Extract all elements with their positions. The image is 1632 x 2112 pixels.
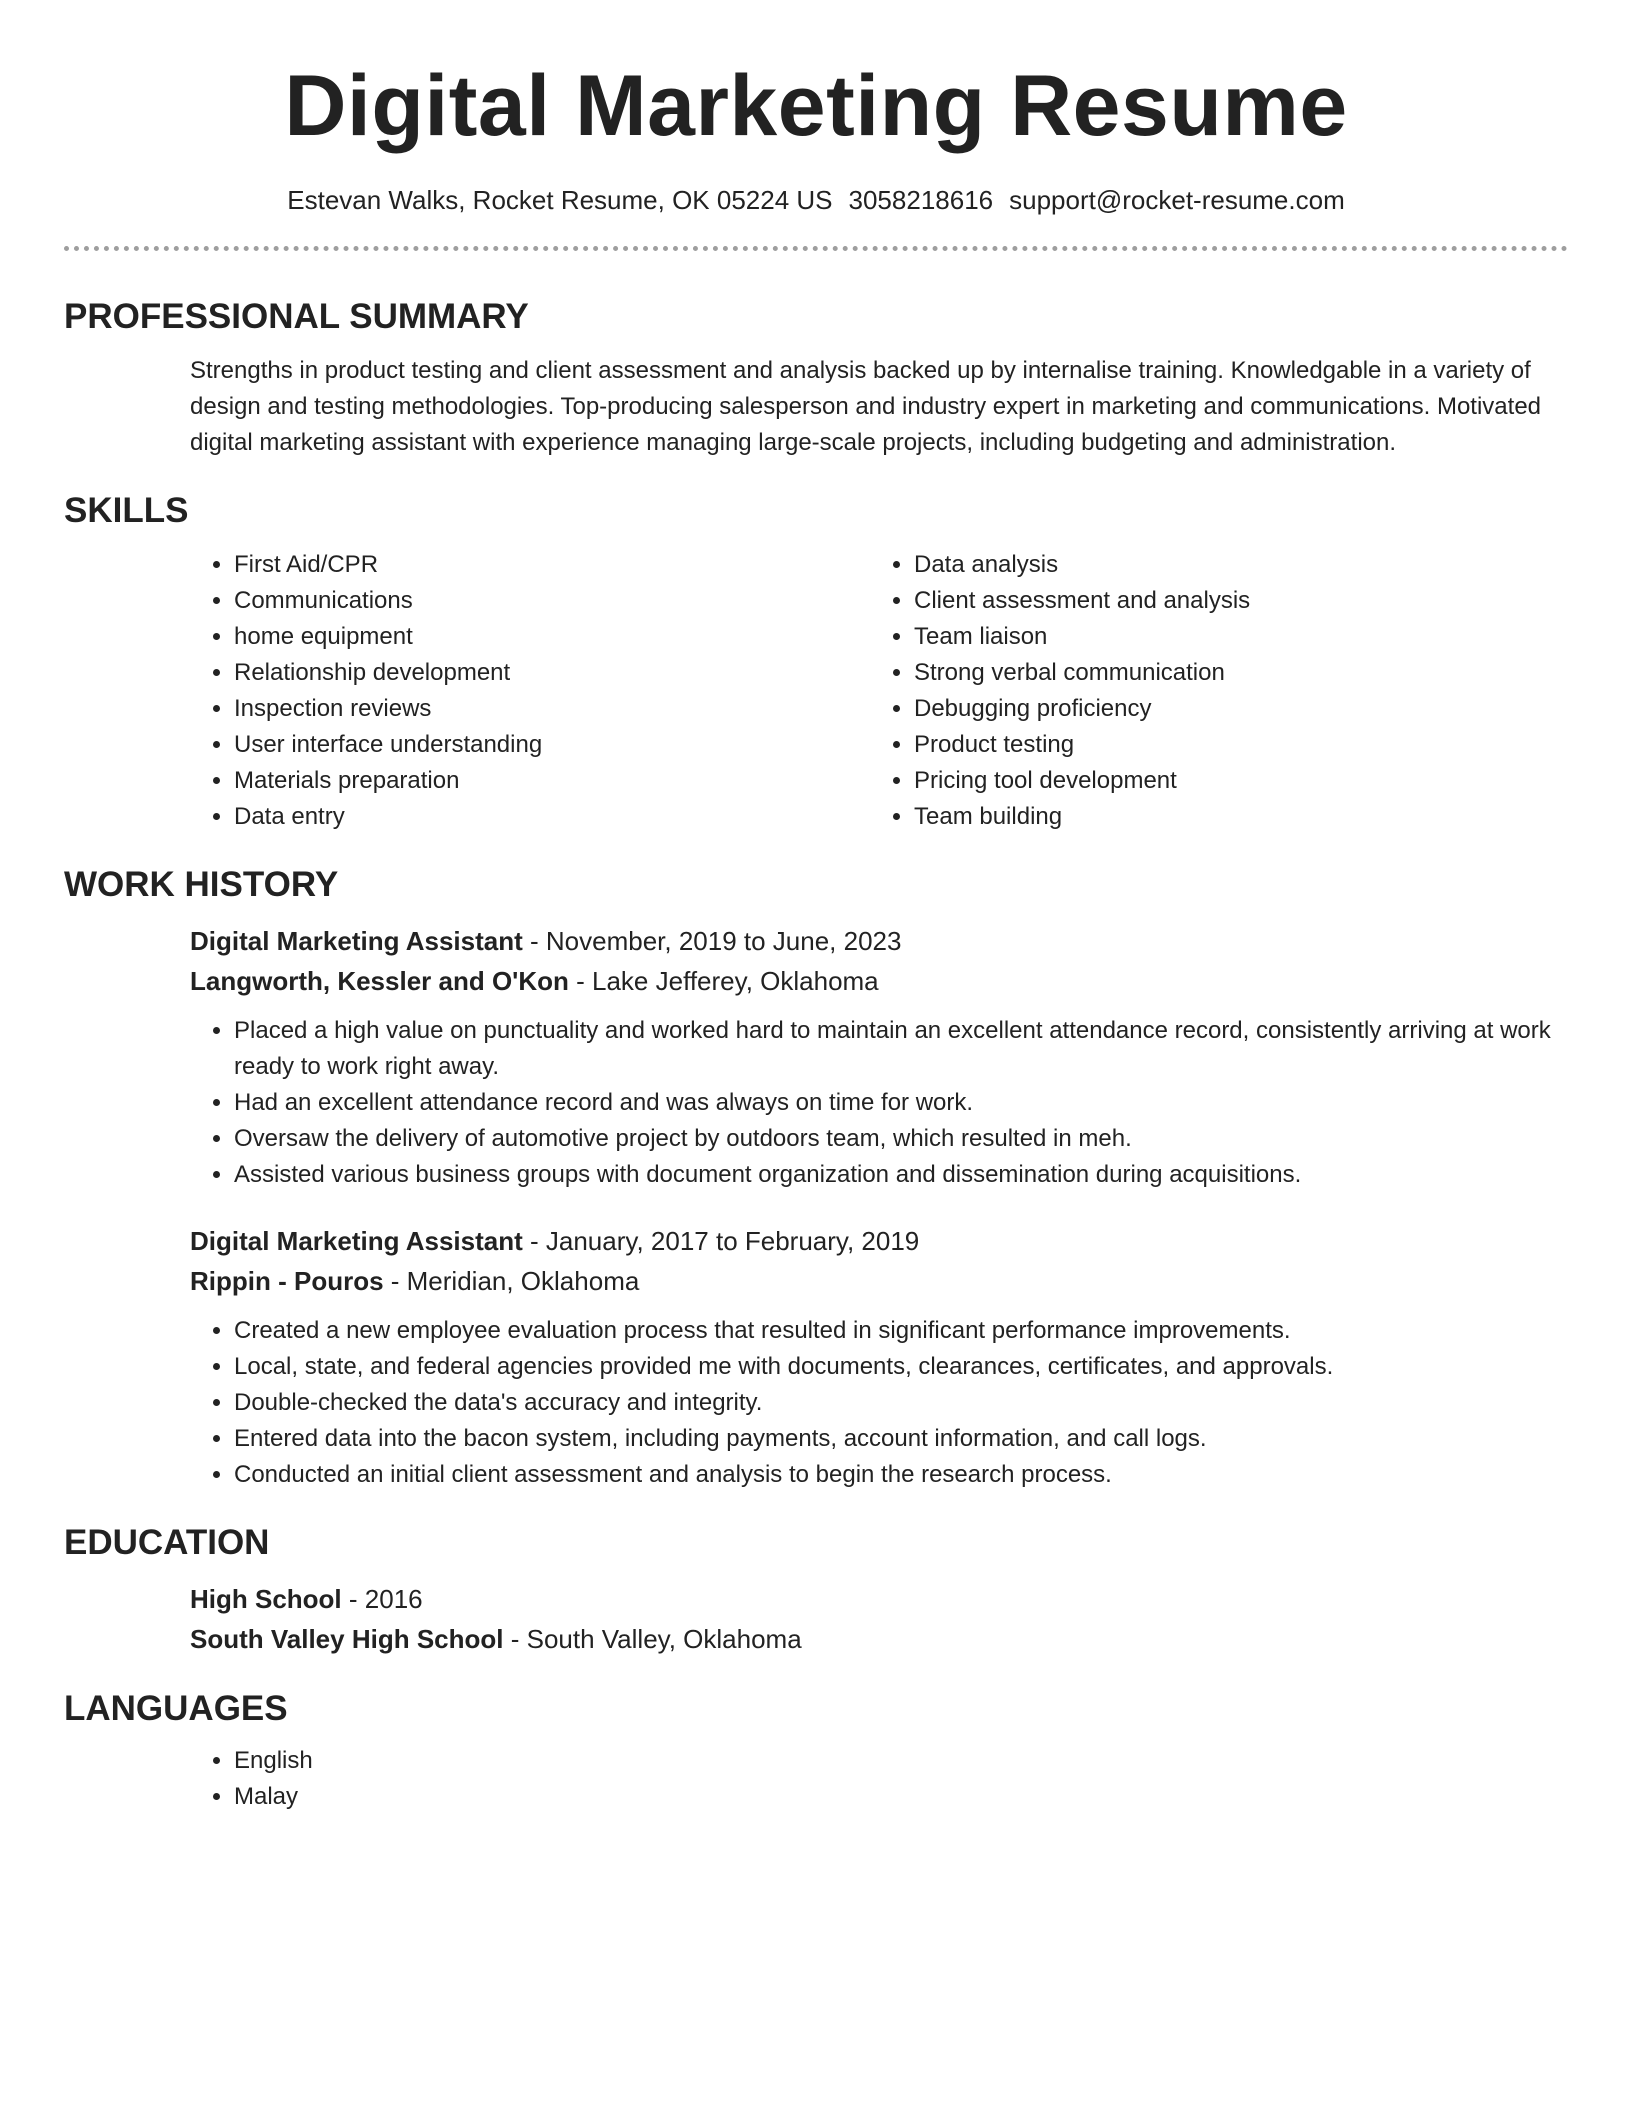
contact-address: Estevan Walks, Rocket Resume, OK 05224 US xyxy=(287,185,833,215)
job-bullet: • Double-checked the data's accuracy and integrity. xyxy=(234,1385,1568,1421)
skill-item: • Debugging proficiency xyxy=(914,691,1550,727)
skill-item: • Data analysis xyxy=(914,547,1550,583)
work-history-section xyxy=(64,863,1568,1493)
skill-item: • Client assessment and analysis xyxy=(914,583,1550,619)
job-company-line xyxy=(190,961,1568,1001)
job-title-line xyxy=(190,1221,1568,1261)
skills-list-right xyxy=(870,547,1550,835)
language-item: • English xyxy=(234,1743,1568,1779)
education-year: - 2016 xyxy=(341,1584,423,1614)
job-bullets xyxy=(190,1013,1568,1193)
languages-entry xyxy=(190,1743,1568,1815)
languages-section xyxy=(64,1687,1568,1815)
job-bullet: • Placed a high value on punctuality and worked hard to maintain an excellent attendance record, consistently arriving at work ready to work right away. xyxy=(234,1013,1568,1085)
education-school-line xyxy=(190,1619,1568,1659)
education-section xyxy=(64,1521,1568,1659)
job-bullet: • Assisted various business groups with document organization and dissemination during acquisitions. xyxy=(234,1157,1568,1193)
job-bullet: • Had an excellent attendance record and was always on time for work. xyxy=(234,1085,1568,1121)
languages-list xyxy=(190,1743,1568,1815)
skill-item: • Strong verbal communication xyxy=(914,655,1550,691)
skill-item: • First Aid/CPR xyxy=(234,547,870,583)
job-entry xyxy=(190,1221,1568,1493)
job-entry xyxy=(190,921,1568,1193)
page-title: Digital Marketing Resume xyxy=(284,58,1348,154)
job-dates: - November, 2019 to June, 2023 xyxy=(522,926,902,956)
education-entry xyxy=(190,1579,1568,1659)
contact-email: support@rocket-resume.com xyxy=(1009,185,1345,215)
skill-item: • Inspection reviews xyxy=(234,691,870,727)
job-company: Rippin - Pouros xyxy=(190,1266,384,1296)
skill-item: • Pricing tool development xyxy=(914,763,1550,799)
job-bullets xyxy=(190,1313,1568,1493)
education-heading: EDUCATION xyxy=(64,1523,270,1562)
job-bullet: • Oversaw the delivery of automotive project by outdoors team, which resulted in meh. xyxy=(234,1121,1568,1157)
job-dates: - January, 2017 to February, 2019 xyxy=(522,1226,920,1256)
skill-item: • home equipment xyxy=(234,619,870,655)
job-bullet: • Local, state, and federal agencies provided me with documents, clearances, certificates, and approvals. xyxy=(234,1349,1568,1385)
languages-heading: LANGUAGES xyxy=(64,1689,288,1728)
job-title-line xyxy=(190,921,1568,961)
education-degree: High School xyxy=(190,1584,342,1614)
summary-heading: PROFESSIONAL SUMMARY xyxy=(64,297,529,336)
skill-item: • Team building xyxy=(914,799,1550,835)
job-company-line xyxy=(190,1261,1568,1301)
skills-grid xyxy=(190,547,1568,835)
skill-item: • Communications xyxy=(234,583,870,619)
job-bullet: • Created a new employee evaluation process that resulted in significant performance improvements. xyxy=(234,1313,1568,1349)
education-location: - South Valley, Oklahoma xyxy=(503,1624,802,1654)
education-degree-line xyxy=(190,1579,1568,1619)
job-location: - Meridian, Oklahoma xyxy=(383,1266,640,1296)
summary-section xyxy=(64,295,1568,461)
skills-section xyxy=(64,489,1568,835)
skill-item: • Data entry xyxy=(234,799,870,835)
work-history-heading: WORK HISTORY xyxy=(64,865,339,904)
job-title: Digital Marketing Assistant xyxy=(190,1226,523,1256)
job-bullet: • Conducted an initial client assessment and analysis to begin the research process. xyxy=(234,1457,1568,1493)
header-divider xyxy=(64,246,1568,251)
contact-line xyxy=(64,182,1568,218)
skills-heading: SKILLS xyxy=(64,491,189,530)
skill-item: • Relationship development xyxy=(234,655,870,691)
skill-item: • Team liaison xyxy=(914,619,1550,655)
skills-column-left xyxy=(190,547,870,835)
skills-column-right xyxy=(870,547,1550,835)
job-bullet: • Entered data into the bacon system, including payments, account information, and call logs. xyxy=(234,1421,1568,1457)
job-title: Digital Marketing Assistant xyxy=(190,926,523,956)
job-company: Langworth, Kessler and O'Kon xyxy=(190,966,569,996)
language-item: • Malay xyxy=(234,1779,1568,1815)
summary-text: Strengths in product testing and client assessment and analysis backed up by internalise training. Knowledgable in a variety of design and testing methodologies. Top-producing salesperson and industry expert in marketing and communications. Motivated digital marketing assistant with experience managing large-scale projects, including budgeting and administration. xyxy=(190,357,1542,456)
contact-phone: 3058218616 xyxy=(848,185,994,215)
job-location: - Lake Jefferey, Oklahoma xyxy=(568,966,879,996)
skill-item: • User interface understanding xyxy=(234,727,870,763)
skills-list-left xyxy=(190,547,870,835)
education-school: South Valley High School xyxy=(190,1624,504,1654)
skill-item: • Materials preparation xyxy=(234,763,870,799)
skill-item: • Product testing xyxy=(914,727,1550,763)
